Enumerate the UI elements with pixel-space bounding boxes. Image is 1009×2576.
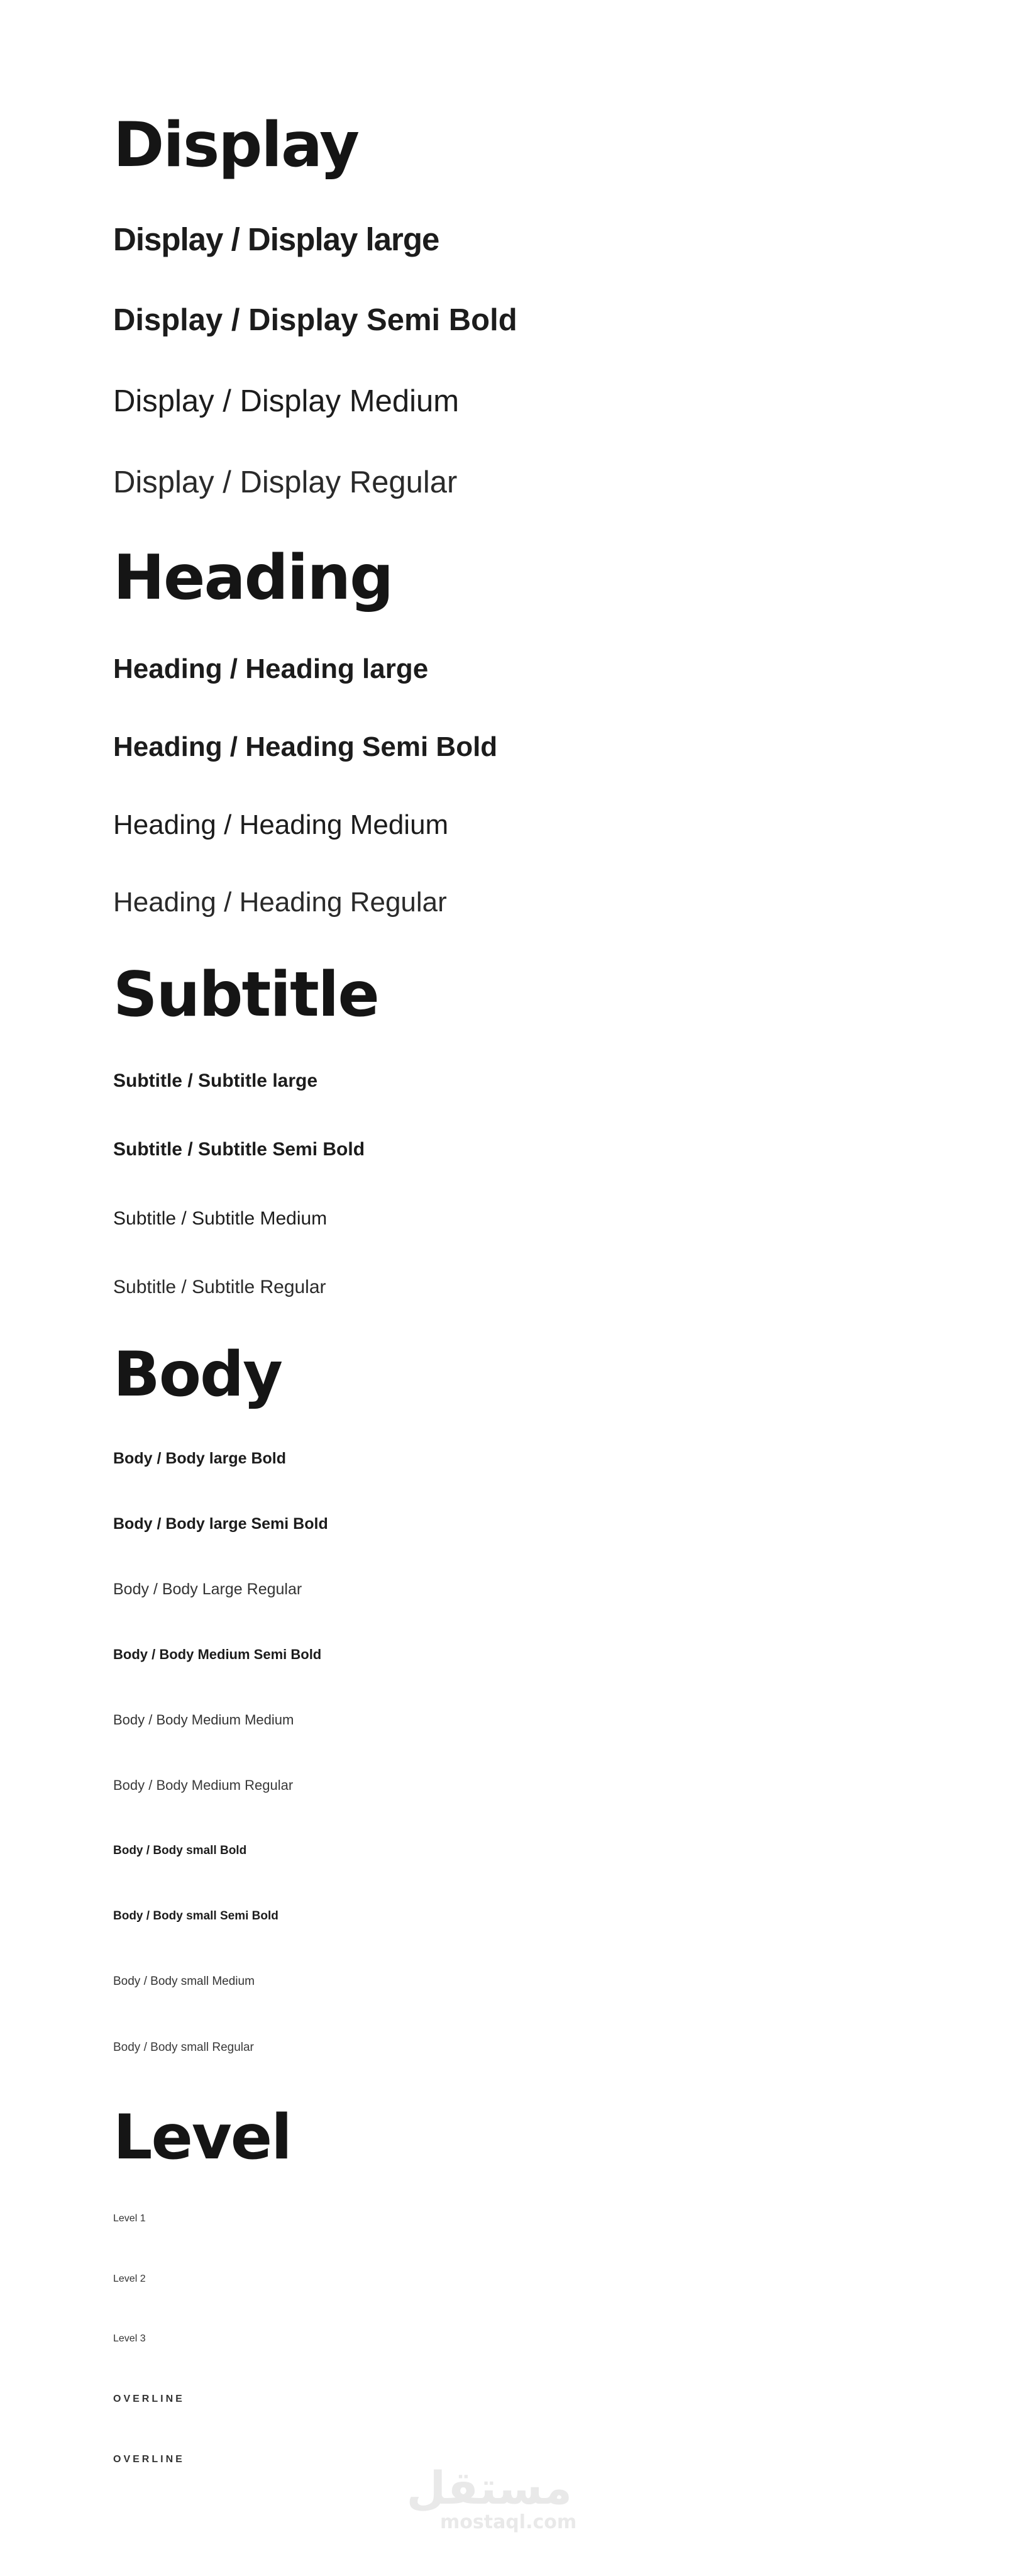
overline-sample-2: OVERLINE — [113, 2454, 185, 2465]
section-title-body: Body — [113, 1339, 282, 1411]
section-title-display: Display — [113, 109, 359, 181]
body-large-semibold-sample: Body / Body large Semi Bold — [113, 1515, 328, 1533]
level-1-sample: Level 1 — [113, 2213, 146, 2224]
level-2-sample: Level 2 — [113, 2273, 146, 2284]
body-medium-regular-sample: Body / Body Medium Regular — [113, 1777, 294, 1793]
display-medium-sample: Display / Display Medium — [113, 384, 460, 418]
watermark-latin-text: mostaql.com — [440, 2511, 577, 2533]
display-semibold-sample: Display / Display Semi Bold — [113, 303, 517, 337]
heading-semibold-sample: Heading / Heading Semi Bold — [113, 731, 498, 762]
subtitle-large-sample: Subtitle / Subtitle large — [113, 1070, 318, 1091]
display-regular-sample: Display / Display Regular — [113, 465, 458, 499]
subtitle-medium-sample: Subtitle / Subtitle Medium — [113, 1208, 328, 1229]
section-title-heading: Heading — [113, 542, 393, 614]
body-large-regular-sample: Body / Body Large Regular — [113, 1580, 302, 1598]
body-small-bold-sample: Body / Body small Bold — [113, 1844, 247, 1857]
subtitle-semibold-sample: Subtitle / Subtitle Semi Bold — [113, 1139, 365, 1160]
body-small-regular-sample: Body / Body small Regular — [113, 2041, 254, 2054]
level-3-sample: Level 3 — [113, 2333, 146, 2344]
body-medium-medium-sample: Body / Body Medium Medium — [113, 1712, 294, 1728]
section-title-level: Level — [113, 2102, 291, 2174]
section-title-subtitle: Subtitle — [113, 959, 378, 1031]
subtitle-regular-sample: Subtitle / Subtitle Regular — [113, 1277, 326, 1297]
display-large-sample: Display / Display large — [113, 221, 439, 257]
watermark-arabic-text: مستقل — [406, 2462, 572, 2514]
heading-regular-sample: Heading / Heading Regular — [113, 887, 447, 918]
body-medium-semibold-sample: Body / Body Medium Semi Bold — [113, 1646, 322, 1662]
heading-medium-sample: Heading / Heading Medium — [113, 809, 449, 840]
body-large-bold-sample: Body / Body large Bold — [113, 1450, 287, 1467]
watermark-logo — [406, 2462, 577, 2533]
overline-sample: OVERLINE — [113, 2394, 185, 2404]
body-small-semibold-sample: Body / Body small Semi Bold — [113, 1909, 278, 1923]
body-small-medium-sample: Body / Body small Medium — [113, 1975, 255, 1988]
heading-large-sample: Heading / Heading large — [113, 653, 429, 684]
